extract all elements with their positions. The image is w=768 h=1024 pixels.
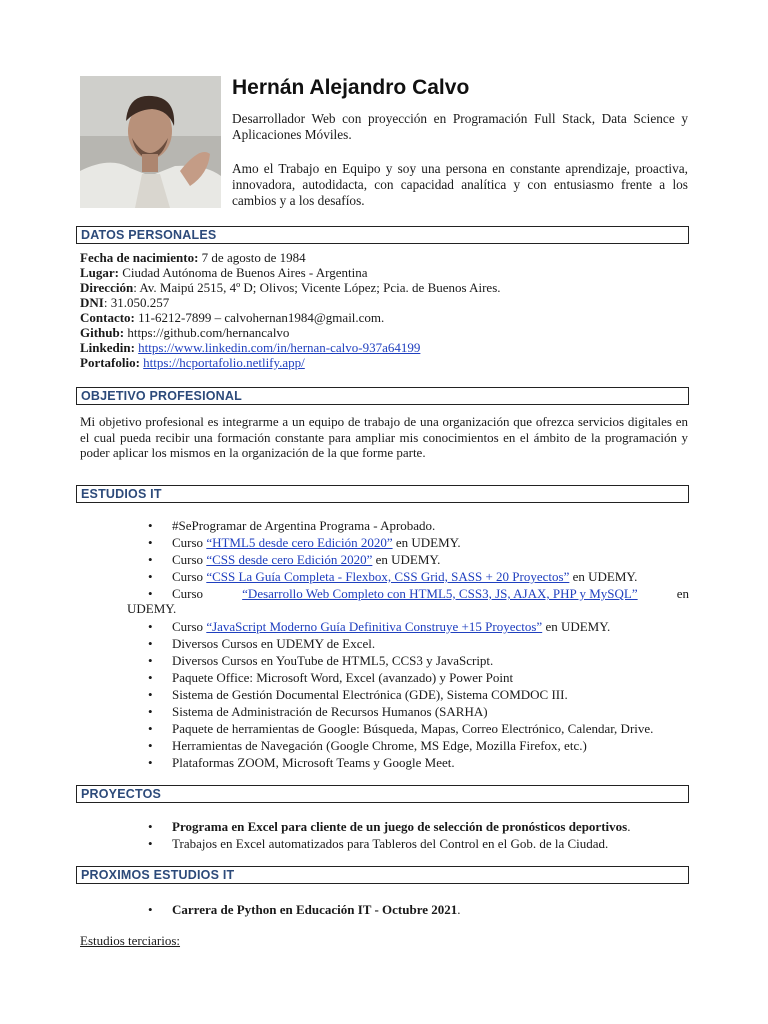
github-line xyxy=(80,325,289,340)
course-suffix: en xyxy=(676,586,689,601)
github-value: https://github.com/hernancalvo xyxy=(124,325,290,340)
bullet: • xyxy=(148,721,153,736)
course-link-css[interactable]: “CSS desde cero Edición 2020” xyxy=(206,552,373,567)
section-header-next-studies xyxy=(76,866,689,884)
bullet: • xyxy=(148,619,153,634)
section-header-studies xyxy=(76,485,689,503)
github-label: Github: xyxy=(80,325,125,340)
course-suffix: en UDEMY. xyxy=(392,535,461,550)
section-title: OBJETIVO PROFESIONAL xyxy=(81,389,242,403)
course-prefix: Curso xyxy=(172,619,204,634)
portfolio-link[interactable]: https://hcportafolio.netlify.app/ xyxy=(143,355,305,370)
bullet: • xyxy=(148,738,153,753)
birth-label: Fecha de nacimiento: xyxy=(80,250,199,265)
bullet: • xyxy=(148,819,153,834)
list-item-text xyxy=(172,902,461,917)
section-title: PROXIMOS ESTUDIOS IT xyxy=(81,868,235,882)
portfolio-line xyxy=(80,355,305,370)
linkedin-label: Linkedin: xyxy=(80,340,135,355)
list-item-text: Paquete de herramientas de Google: Búsqueda, Mapas, Correo Electrónico, Calendar, Drive. xyxy=(172,721,654,736)
bullet: • xyxy=(148,569,153,584)
profile-photo xyxy=(80,76,221,208)
section-header-personal xyxy=(76,226,689,244)
dni-value: : 31.050.257 xyxy=(103,295,170,310)
list-item-text: #SeProgramar de Argentina Programa - Aprobado. xyxy=(172,518,436,533)
contact-label: Contacto: xyxy=(80,310,135,325)
course-suffix: en UDEMY. xyxy=(569,569,638,584)
full-name: Hernán Alejandro Calvo xyxy=(232,76,470,99)
list-item-text xyxy=(172,535,461,550)
objective-text: Mi objetivo profesional es integrarme a un equipo de trabajo de una organización que ofrezca servicios digitales en el cual pueda recibir una formación constante para ampliar mis conocimientos en el ámbito de la programación y poder aplicar los mismos en la organización de la que forme parte. xyxy=(80,414,688,460)
list-item-text: Trabajos en Excel automatizados para Tableros del Control en el Gob. de la Ciudad. xyxy=(172,836,609,851)
course-suffix: en UDEMY. xyxy=(372,552,441,567)
course-prefix: Curso xyxy=(172,569,204,584)
bullet: • xyxy=(148,636,153,651)
portfolio-label: Portafolio: xyxy=(80,355,140,370)
contact-value: 11-6212-7899 – calvohernan1984@gmail.com. xyxy=(134,310,385,325)
linkedin-line xyxy=(80,340,420,355)
list-item-text: Diversos Cursos en UDEMY de Excel. xyxy=(172,636,376,651)
punctuation: . xyxy=(457,902,461,917)
contact-line xyxy=(80,310,384,325)
list-item-text: Plataformas ZOOM, Microsoft Teams y Google Meet. xyxy=(172,755,455,770)
list-item-text xyxy=(172,569,637,584)
bullet: • xyxy=(148,902,153,917)
place-value: Ciudad Autónoma de Buenos Aires - Argentina xyxy=(119,265,368,280)
intro-summary: Desarrollador Web con proyección en Programación Full Stack, Data Science y Aplicaciones Móviles. xyxy=(232,111,688,142)
bullet: • xyxy=(148,518,153,533)
dni-line xyxy=(80,295,169,310)
list-item-text: Sistema de Gestión Documental Electrónica (GDE), Sistema COMDOC III. xyxy=(172,687,568,702)
course-prefix: Curso xyxy=(172,535,204,550)
bullet: • xyxy=(148,670,153,685)
birth-value: 7 de agosto de 1984 xyxy=(198,250,306,265)
bullet: • xyxy=(148,755,153,770)
section-header-objective xyxy=(76,387,689,405)
section-title: ESTUDIOS IT xyxy=(81,487,162,501)
dni-label: DNI xyxy=(80,295,104,310)
address-line xyxy=(80,280,501,295)
next-study-title: Carrera de Python en Educación IT - Octubre 2021 xyxy=(172,902,458,917)
place-label: Lugar: xyxy=(80,265,119,280)
birth-line xyxy=(80,250,306,265)
list-item-text xyxy=(172,819,630,834)
address-value: : Av. Maipú 2515, 4º D; Olivos; Vicente López; Pcia. de Buenos Aires. xyxy=(133,280,501,295)
course-prefix: Curso xyxy=(172,586,204,601)
course-link-css-guide[interactable]: “CSS La Guía Completa - Flexbox, CSS Grid, SASS + 20 Proyectos” xyxy=(206,569,570,584)
course-suffix: en UDEMY. xyxy=(542,619,611,634)
course-link-javascript[interactable]: “JavaScript Moderno Guía Definitiva Construye +15 Proyectos” xyxy=(206,619,543,634)
section-title: DATOS PERSONALES xyxy=(81,228,217,242)
bullet: • xyxy=(148,687,153,702)
list-item-text: Paquete Office: Microsoft Word, Excel (avanzado) y Power Point xyxy=(172,670,514,685)
bullet: • xyxy=(148,704,153,719)
tertiary-studies-heading: Estudios terciarios: xyxy=(80,933,181,948)
list-item-text: Herramientas de Navegación (Google Chrome, MS Edge, Mozilla Firefox, etc.) xyxy=(172,738,587,753)
bullet: • xyxy=(148,552,153,567)
place-line xyxy=(80,265,368,280)
list-item-text: Diversos Cursos en YouTube de HTML5, CCS3 y JavaScript. xyxy=(172,653,494,668)
section-header-projects xyxy=(76,785,689,803)
list-item-wrap: UDEMY. xyxy=(127,601,177,616)
list-item-text xyxy=(172,552,440,567)
bullet: • xyxy=(148,586,153,601)
course-link-web-complete[interactable]: “Desarrollo Web Completo con HTML5, CSS3, JS, AJAX, PHP y MySQL” xyxy=(242,586,638,601)
project-title: Programa en Excel para cliente de un juego de selección de pronósticos deportivos xyxy=(172,819,628,834)
list-item-text xyxy=(172,619,610,634)
bullet: • xyxy=(148,535,153,550)
bullet: • xyxy=(148,653,153,668)
intro-personality: Amo el Trabajo en Equipo y soy una persona en constante aprendizaje, proactiva, innovadora, autodidacta, con capacidad analítica y con entusiasmo frente a los cambios y a los desafíos. xyxy=(232,161,688,208)
section-title: PROYECTOS xyxy=(81,787,162,801)
bullet: • xyxy=(148,836,153,851)
list-item-text: Sistema de Administración de Recursos Humanos (SARHA) xyxy=(172,704,488,719)
course-link-html5[interactable]: “HTML5 desde cero Edición 2020” xyxy=(206,535,393,550)
linkedin-link[interactable]: https://www.linkedin.com/in/hernan-calvo-937a64199 xyxy=(138,340,421,355)
punctuation: . xyxy=(627,819,631,834)
course-prefix: Curso xyxy=(172,552,204,567)
list-item-text xyxy=(172,586,689,601)
address-label: Dirección xyxy=(80,280,134,295)
